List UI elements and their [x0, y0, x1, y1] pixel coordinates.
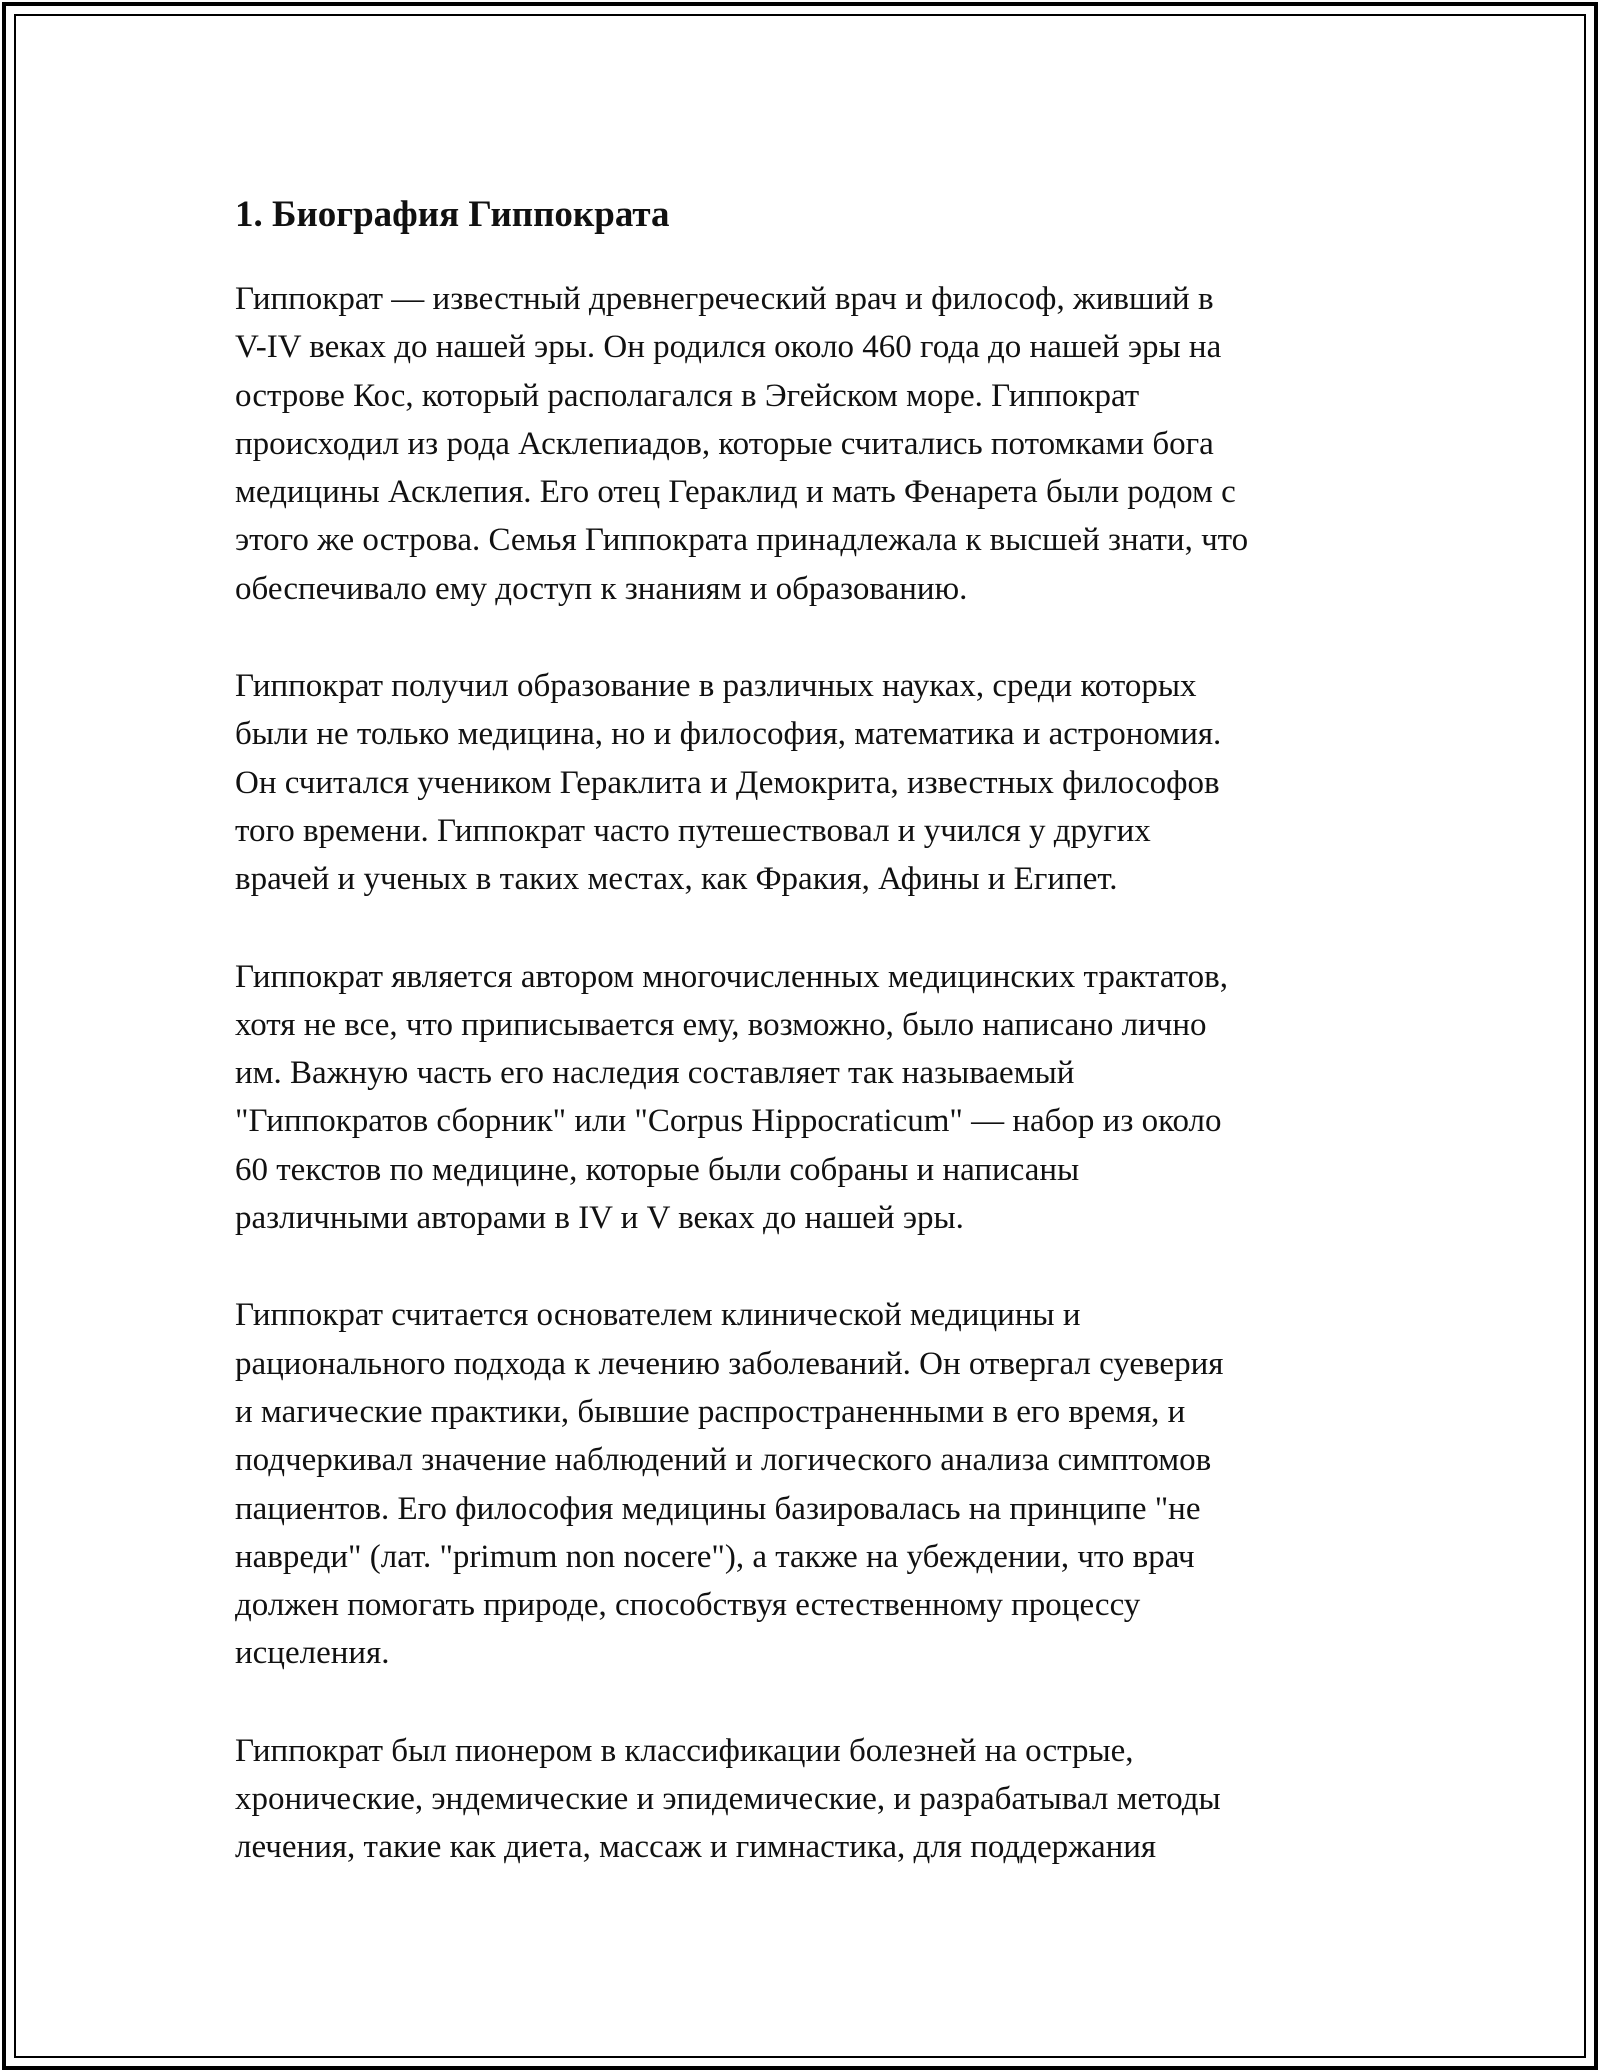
paragraph-3: Гиппократ является автором многочисленных медицинских трактатов, хотя не все, что приписывается ему, возможно, было написано лично им. Важную часть его наследия составляет так называемый "Гиппократов сборник" или "Corpus Hippocraticum" — набор из около 60 текстов по медицине, которые были собраны и написаны различными авторами в IV и V веках до нашей эры. [235, 958, 1228, 1237]
paragraph-5: Гиппократ был пионером в классификации болезней на острые, хронические, эндемические и эпидемические, и разрабатывал методы лечения, такие как диета, массаж и гимнастика, для поддержания [235, 1732, 1221, 1866]
document-body [235, 180, 1385, 1921]
paragraph-2: Гиппократ получил образование в различных науках, среди которых были не только медицина, но и философия, математика и астрономия. Он считался учеником Гераклита и Демокрита, известных философов того времени. Гиппократ часто путешествовал и учился у других врачей и ученых в таких местах, как Фракия, Афины и Египет. [235, 668, 1222, 898]
paragraph-1: Гиппократ — известный древнегреческий врач и философ, живший в V-IV веках до нашей эры. Он родился около 460 года до нашей эры на острове Кос, который располагался в Эгейском море. Гиппократ происходил из рода Асклепиадов, которые считались потомками бога медицины Асклепия. Его отец Гераклид и мать Фенарета были родом с этого же острова. Семья Гиппократа принадлежала к высшей знати, что обеспечивало ему доступ к знаниям и образованию. [235, 281, 1249, 607]
paragraph-4: Гиппократ считается основателем клинической медицины и рационального подхода к лечению заболеваний. Он отвергал суеверия и магические практики, бывшие распространенными в его время, и подчеркивал значение наблюдений и логического анализа симптомов пациентов. Его философия медицины базировалась на принципе "не навреди" (лат. "primum non nocere"), а также на убеждении, что врач должен помогать природе, способствуя естественному процессу исцеления. [235, 1297, 1224, 1672]
section-heading: 1. Биография Гиппократа [235, 194, 670, 235]
